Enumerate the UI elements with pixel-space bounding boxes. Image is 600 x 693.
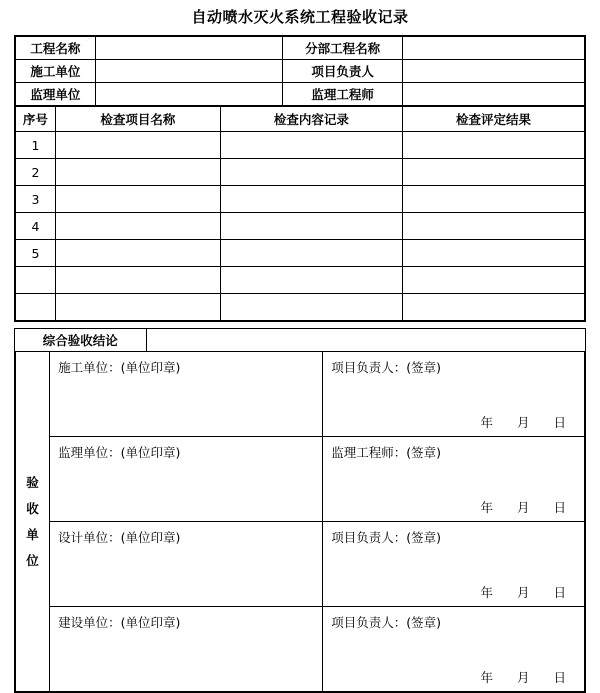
table-row xyxy=(16,132,585,159)
cell-content-record[interactable] xyxy=(220,186,402,213)
cell-content-record[interactable] xyxy=(220,294,402,321)
table-row xyxy=(16,294,585,321)
table-row xyxy=(16,607,585,692)
cell-content-record[interactable] xyxy=(220,240,402,267)
cell-content-record[interactable] xyxy=(220,213,402,240)
table-row xyxy=(16,186,585,213)
cell-result[interactable] xyxy=(402,186,584,213)
field-project-name[interactable] xyxy=(95,37,283,60)
conclusion-table xyxy=(15,329,585,351)
field-supervision-engineer[interactable] xyxy=(402,83,584,106)
sign-project-manager[interactable] xyxy=(323,352,585,437)
cell-item-name[interactable] xyxy=(55,186,220,213)
vertical-char-2: 收 xyxy=(26,500,39,516)
inspection-table xyxy=(15,106,585,321)
sign-label: 设计单位：(单位印章) xyxy=(58,530,181,545)
col-header-result: 检查评定结果 xyxy=(402,107,584,132)
table-row xyxy=(16,83,585,106)
row-seq: 3 xyxy=(16,186,56,213)
label-acceptance-units xyxy=(16,352,50,692)
row-seq: 1 xyxy=(16,132,56,159)
label-project-manager: 项目负责人 xyxy=(283,60,402,83)
cell-item-name[interactable] xyxy=(55,159,220,186)
cell-result[interactable] xyxy=(402,294,584,321)
field-project-manager[interactable] xyxy=(402,60,584,83)
table-row xyxy=(16,159,585,186)
cell-item-name[interactable] xyxy=(55,294,220,321)
row-seq: 5 xyxy=(16,240,56,267)
field-overall-conclusion[interactable] xyxy=(146,329,585,351)
date-line: 年 月 日 xyxy=(480,585,576,600)
cell-item-name[interactable] xyxy=(55,132,220,159)
table-row xyxy=(16,213,585,240)
sign-design-manager[interactable] xyxy=(323,522,585,607)
table-row xyxy=(16,522,585,607)
cell-item-name[interactable] xyxy=(55,240,220,267)
sign-owner-manager[interactable] xyxy=(323,607,585,692)
row-seq: 4 xyxy=(16,213,56,240)
label-supervision-unit: 监理单位 xyxy=(16,83,96,106)
cell-result[interactable] xyxy=(402,267,584,294)
cell-result[interactable] xyxy=(402,159,584,186)
cell-result[interactable] xyxy=(402,132,584,159)
cell-content-record[interactable] xyxy=(220,159,402,186)
date-line: 年 月 日 xyxy=(480,500,576,515)
cell-content-record[interactable] xyxy=(220,132,402,159)
table-row xyxy=(16,352,585,437)
label-project-name: 工程名称 xyxy=(16,37,96,60)
table-row xyxy=(16,267,585,294)
page-title: 自动喷水灭火系统工程验收记录 xyxy=(191,8,409,26)
sign-supervision-unit[interactable] xyxy=(50,437,323,522)
cell-content-record[interactable] xyxy=(220,267,402,294)
cell-item-name[interactable] xyxy=(55,213,220,240)
row-seq: 2 xyxy=(16,159,56,186)
col-header-content-record: 检查内容记录 xyxy=(220,107,402,132)
vertical-char-1: 验 xyxy=(26,474,39,490)
table-row xyxy=(16,60,585,83)
field-subproject-name[interactable] xyxy=(402,37,584,60)
cell-result[interactable] xyxy=(402,213,584,240)
table-row xyxy=(16,437,585,522)
sign-design-unit[interactable] xyxy=(50,522,323,607)
label-construction-unit: 施工单位 xyxy=(16,60,96,83)
date-line: 年 月 日 xyxy=(480,415,576,430)
vertical-char-4: 位 xyxy=(26,552,39,568)
table-row xyxy=(15,329,585,351)
sign-label: 施工单位：(单位印章) xyxy=(58,360,181,375)
form-sheet xyxy=(14,35,586,322)
info-table xyxy=(15,36,585,106)
row-seq xyxy=(16,294,56,321)
sign-label: 监理工程师：(签章) xyxy=(331,445,441,460)
sign-label: 项目负责人：(签章) xyxy=(331,615,441,630)
label-subproject-name: 分部工程名称 xyxy=(283,37,402,60)
cell-item-name[interactable] xyxy=(55,267,220,294)
conclusion-section xyxy=(14,328,586,351)
col-header-item-name: 检查项目名称 xyxy=(55,107,220,132)
col-header-seq: 序号 xyxy=(16,107,56,132)
sign-supervision-engineer[interactable] xyxy=(323,437,585,522)
field-construction-unit[interactable] xyxy=(95,60,283,83)
table-header-row xyxy=(16,107,585,132)
acceptance-table xyxy=(15,351,585,692)
table-row xyxy=(16,240,585,267)
field-supervision-unit[interactable] xyxy=(95,83,283,106)
date-line: 年 月 日 xyxy=(480,670,576,685)
cell-result[interactable] xyxy=(402,240,584,267)
table-row xyxy=(16,37,585,60)
row-seq xyxy=(16,267,56,294)
sign-label: 项目负责人：(签章) xyxy=(331,530,441,545)
acceptance-section xyxy=(14,351,586,693)
sign-owner-unit[interactable] xyxy=(50,607,323,692)
sign-label: 建设单位：(单位印章) xyxy=(58,615,181,630)
vertical-char-3: 单 xyxy=(26,526,39,542)
sign-label: 项目负责人：(签章) xyxy=(331,360,441,375)
sign-construction-unit[interactable] xyxy=(50,352,323,437)
label-supervision-engineer: 监理工程师 xyxy=(283,83,402,106)
label-overall-conclusion: 综合验收结论 xyxy=(15,329,146,351)
sign-label: 监理单位：(单位印章) xyxy=(58,445,181,460)
